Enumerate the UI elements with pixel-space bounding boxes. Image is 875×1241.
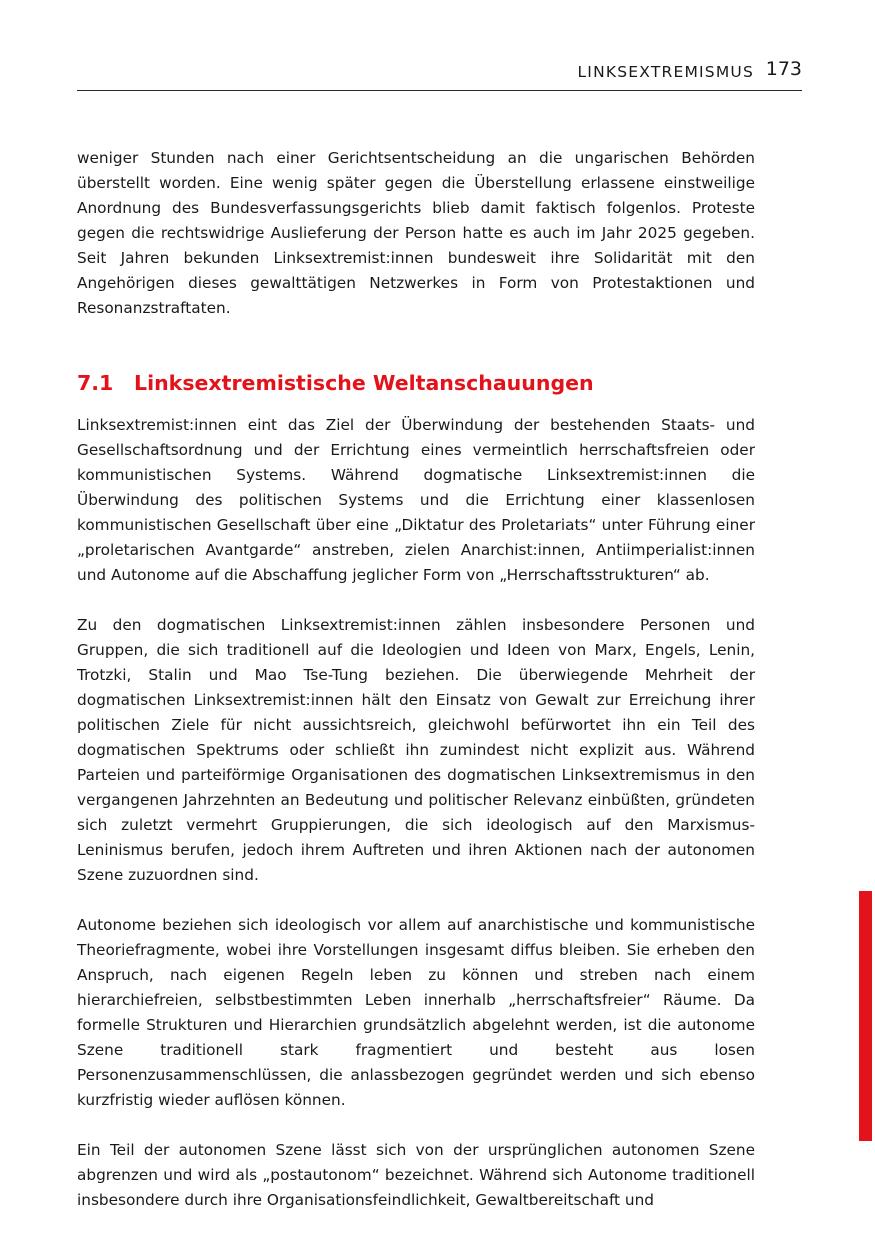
spacer bbox=[77, 1113, 755, 1138]
spacer bbox=[77, 321, 755, 371]
paragraph-3: Autonome beziehen sich ideologisch vor allem auf anarchistische und kommunistische Theoriefragmente, wobei ihre Vorstellungen insgesamt diffus bleiben. Sie erheben den Anspruch, nach eigenen Regeln leben zu können und streben nach einem hierarchiefreien, selbstbestimmten Leben innerhalb „herrschaftsfreier“ Räume. Da formelle Strukturen und Hierarchien grundsätzlich abgelehnt werden, ist die autonome Szene traditionell stark fragmentiert und besteht aus losen Personenzusammenschlüssen, die anlassbezogen gegründet werden und sich ebenso kurzfristig wieder auflösen können. bbox=[77, 916, 755, 1109]
page-number: 173 bbox=[765, 58, 802, 80]
chapter-thumb-tab bbox=[859, 891, 872, 1141]
paragraph-intro: weniger Stunden nach einer Gerichtsentscheidung an die ungarischen Behörden überstellt worden. Eine wenig später gegen die Überstellung erlassene einstweilige Anordnung des Bundesverfassungsgerichts blieb damit faktisch folgenlos. Proteste gegen die rechtswidrige Auslieferung der Person hatte es auch im Jahr 2025 gegeben. Seit Jahren bekunden Linksextremist:innen bundesweit ihre Solidarität mit den Angehörigen dieses gewalttätigen Netzwerkes in Form von Protestaktionen und Resonanzstraftaten. bbox=[77, 149, 755, 317]
section-number: 7.1 bbox=[77, 371, 114, 395]
spacer bbox=[77, 888, 755, 913]
paragraph-1: Linksextremist:innen eint das Ziel der Überwindung der bestehenden Staats- und Gesellschaftsordnung und der Errichtung eines vermeintlich herrschaftsfreien oder kommunistischen Systems. Während dogmatische Linksextremist:innen die Überwindung des politischen Systems und die Errichtung einer klassenlosen kommunistischen Gesellschaft über eine „Diktatur des Proletariats“ unter Führung einer „proletarischen Avantgarde“ anstreben, zielen Anarchist:innen, Antiimperialist:innen und Autonome auf die Abschaffung jeglicher Form von „Herrschaftsstrukturen“ ab. bbox=[77, 416, 755, 584]
running-header bbox=[77, 58, 802, 91]
running-header-title: LINKSEXTREMISMUS bbox=[577, 63, 754, 81]
section-title: Linksextremistische Weltanschauungen bbox=[134, 371, 594, 395]
spacer bbox=[77, 588, 755, 613]
page-body bbox=[77, 146, 755, 1213]
paragraph-4: Ein Teil der autonomen Szene lässt sich von der ursprünglichen autonomen Szene abgrenzen und wird als „postautonom“ bezeichnet. Während sich Autonome traditionell insbesondere durch ihre Organisationsfeindlichkeit, Gewaltbereitschaft und bbox=[77, 1141, 755, 1209]
paragraph-2: Zu den dogmatischen Linksextremist:innen zählen insbesondere Personen und Gruppen, die sich traditionell auf die Ideologien und Ideen von Marx, Engels, Lenin, Trotzki, Stalin und Mao Tse-Tung beziehen. Die überwiegende Mehrheit der dogmatischen Linksextremist:innen hält den Einsatz von Gewalt zur Erreichung ihrer politischen Ziele für nicht aussichtsreich, gleichwohl befürwortet ihn ein Teil des dogmatischen Spektrums oder schließt ihn zumindest nicht explizit aus. Während Parteien und parteiförmige Organisationen des dogmatischen Linksextremismus in den vergangenen Jahrzehnten an Bedeutung und politischer Relevanz einbüßten, gründeten sich zuletzt vermehrt Gruppierungen, die sich ideologisch auf den Marxismus-Leninismus berufen, jedoch ihrem Auftreten und ihren Aktionen nach der autonomen Szene zuzuordnen sind. bbox=[77, 616, 755, 884]
section-heading bbox=[77, 371, 755, 413]
